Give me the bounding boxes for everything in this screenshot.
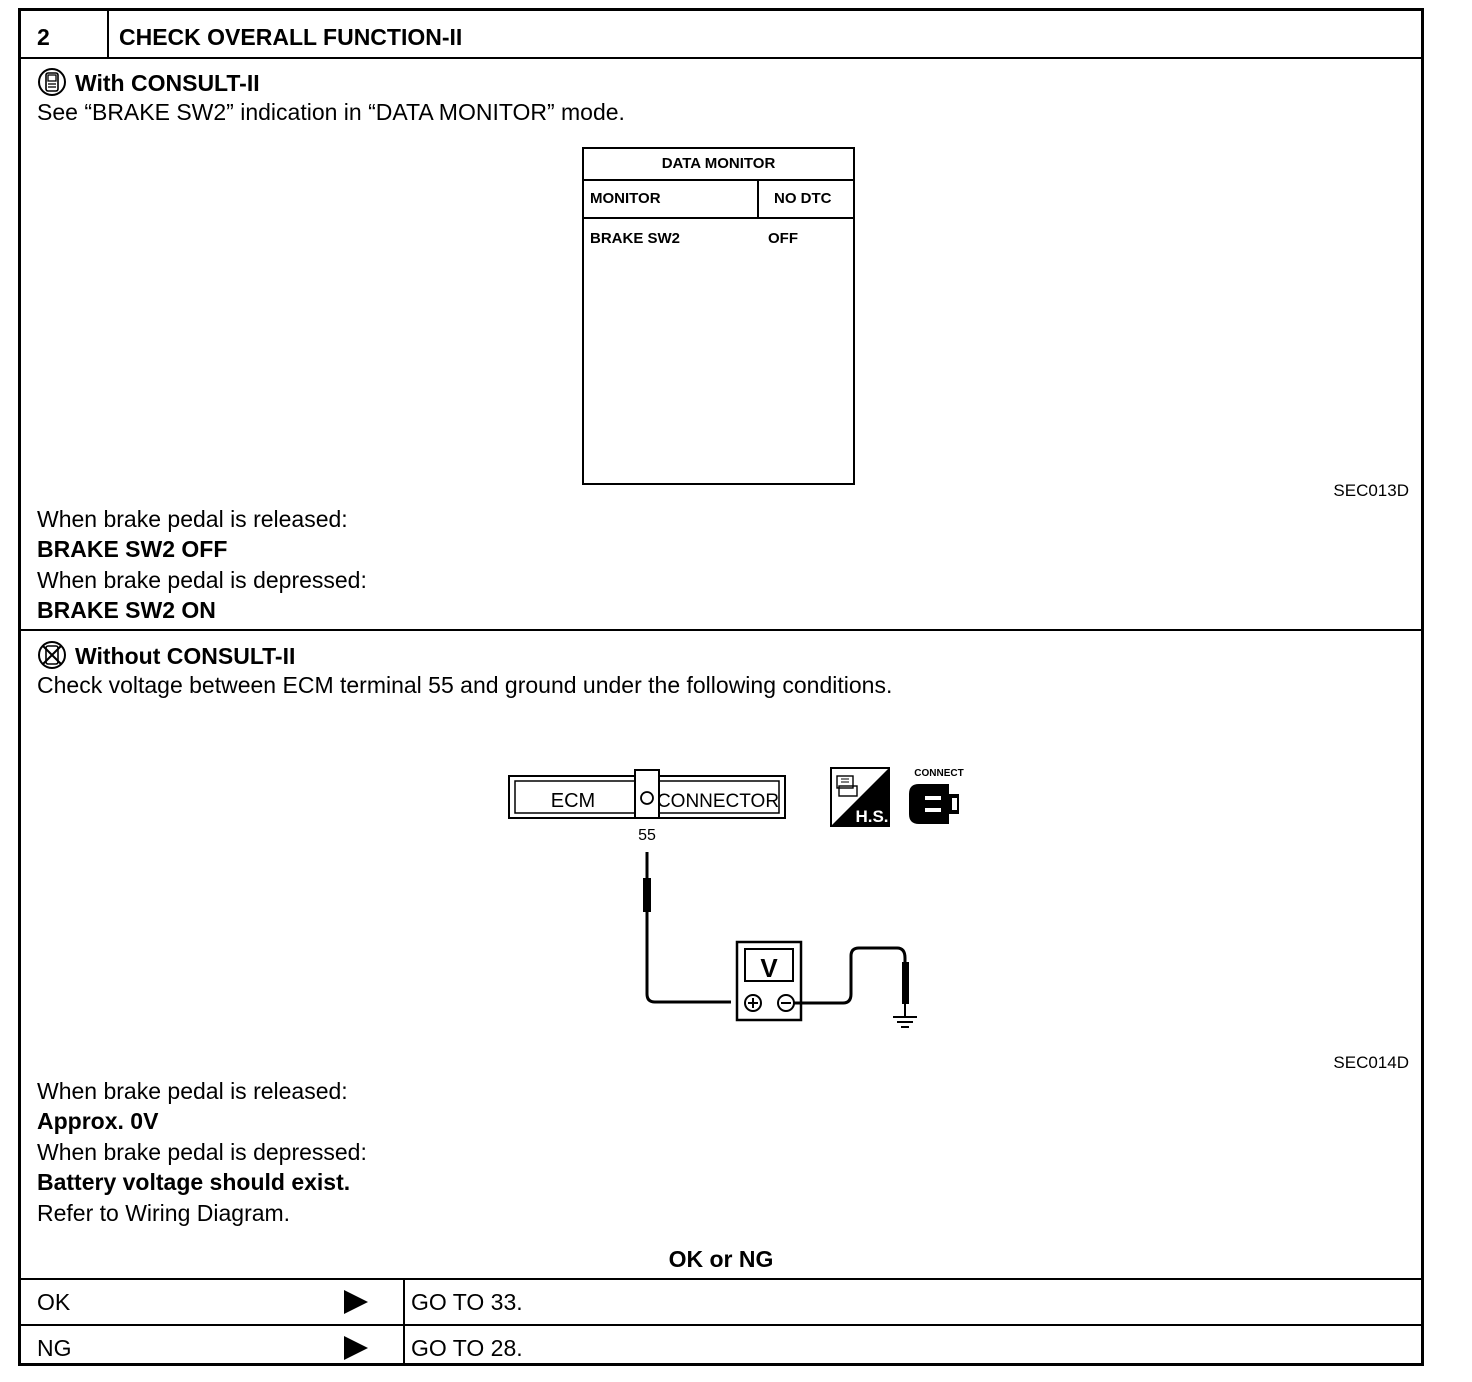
wiring-diagram-reference: Refer to Wiring Diagram. — [37, 1200, 291, 1226]
voltage-check-diagram — [501, 746, 971, 1031]
step-number: 2 — [37, 24, 50, 50]
result-row-ng — [21, 1326, 1421, 1370]
positive-probe — [643, 878, 651, 912]
header-divider — [107, 11, 109, 57]
arrow-right-icon — [344, 1290, 368, 1314]
consult-instruction: See “BRAKE SW2” indication in “DATA MONITOR” mode. — [37, 99, 625, 125]
hs-label: H.S. — [855, 807, 889, 826]
ecm-connector — [509, 770, 785, 818]
no-tools-icon — [37, 640, 67, 670]
harness-side-icon — [831, 768, 889, 826]
consult-heading-text: With CONSULT-II — [75, 70, 260, 96]
no-consult-released-value: Approx. 0V — [37, 1108, 159, 1134]
connect-icon — [909, 768, 964, 824]
data-monitor-col-monitor: MONITOR — [590, 190, 661, 207]
section-separator — [21, 629, 1421, 631]
data-monitor-col-status: NO DTC — [774, 190, 832, 207]
connect-label: CONNECT — [914, 768, 964, 779]
terminal-number: 55 — [638, 827, 656, 844]
no-consult-released-label: When brake pedal is released: — [37, 1078, 348, 1104]
result-action: GO TO 33. — [411, 1289, 523, 1315]
result-action: GO TO 28. — [411, 1335, 523, 1361]
figure-id-sec014d: SEC014D — [1333, 1053, 1409, 1072]
result-row-ok — [21, 1280, 1421, 1324]
consult-heading — [37, 67, 260, 97]
data-monitor-col-divider — [757, 179, 759, 217]
no-consult-heading-text: Without CONSULT-II — [75, 643, 296, 669]
data-monitor-screen — [582, 147, 855, 485]
result-status: OK — [37, 1289, 71, 1315]
ground-icon — [893, 1017, 917, 1027]
data-monitor-item-name: BRAKE SW2 — [590, 230, 681, 247]
no-consult-depressed-label: When brake pedal is depressed: — [37, 1139, 367, 1165]
data-monitor-item-value: OFF — [768, 230, 798, 247]
consult-released-value: BRAKE SW2 OFF — [37, 536, 228, 562]
negative-probe — [902, 962, 909, 1004]
arrow-right-icon — [344, 1336, 368, 1360]
data-monitor-title: DATA MONITOR — [661, 155, 776, 172]
no-consult-heading — [37, 640, 295, 670]
consult-depressed-value: BRAKE SW2 ON — [37, 597, 216, 623]
result-status: NG — [37, 1335, 72, 1361]
figure-id-sec013d: SEC013D — [1333, 481, 1409, 500]
header-separator — [21, 57, 1421, 59]
connector-name-label: CONNECTOR — [656, 791, 780, 812]
results-divider — [403, 1278, 405, 1366]
no-consult-depressed-value: Battery voltage should exist. — [37, 1169, 351, 1195]
ok-ng-decision: OK or NG — [668, 1246, 774, 1272]
step-title: CHECK OVERALL FUNCTION-II — [119, 24, 463, 50]
data-monitor-header-divider — [584, 217, 853, 219]
no-consult-instruction: Check voltage between ECM terminal 55 and ground under the following conditions. — [37, 672, 893, 698]
connector-ecm-label: ECM — [550, 790, 596, 812]
procedure-table — [18, 8, 1424, 1366]
data-monitor-divider — [584, 179, 853, 181]
voltmeter — [737, 942, 801, 1020]
negative-lead — [794, 948, 905, 1003]
consult-tool-icon — [37, 67, 67, 97]
consult-depressed-label: When brake pedal is depressed: — [37, 567, 367, 593]
consult-released-label: When brake pedal is released: — [37, 506, 348, 532]
voltmeter-label: V — [760, 953, 778, 983]
positive-lead — [647, 912, 731, 1002]
